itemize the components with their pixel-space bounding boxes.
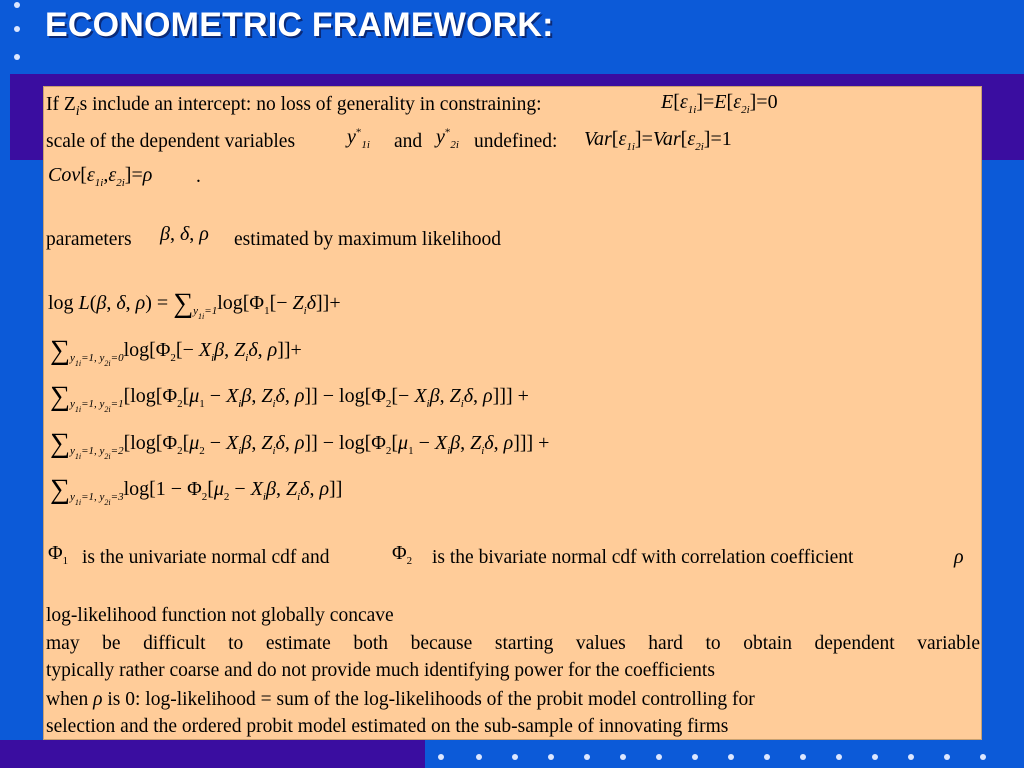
math-expression: ρ [954, 546, 964, 568]
math-expression: $E[\varepsilon_{1i}]=E[\varepsilon_{2i}]=0$ [661, 91, 778, 116]
note-line: selection and the ordered probit model estimated on the sub-sample of innovating firms [46, 716, 729, 737]
text-fragment: If Z [46, 94, 76, 115]
decor-dot [14, 2, 20, 8]
decor-dot [800, 754, 806, 760]
decor-dot [512, 754, 518, 760]
math-expression: $Var[\varepsilon_{1i}]=Var[\varepsilon_{2i}]=1$ [584, 128, 732, 153]
text-fragment: is 0: log-likelihood = sum of the log-likelihoods of the probit model controlling for [107, 689, 755, 710]
math-rho: ρ [93, 689, 103, 710]
likelihood-equation-line: $\sum_{y_{1i}=1, y_{2i}=3}\log[1 - \Phi_2[\mu_2 - X_i\beta$, $Z_i\delta$, ρ]] [50, 474, 343, 507]
math-expression: $\Phi_2$ [392, 542, 413, 567]
decor-dot [620, 754, 626, 760]
text-line: parameters [46, 229, 132, 250]
decor-dot [548, 754, 554, 760]
decor-dot [14, 26, 20, 32]
text-fragment: s include an intercept: no loss of generality in constraining: [79, 94, 542, 115]
note-line: typically rather coarse and do not provide much identifying power for the coefficients [46, 660, 715, 681]
text-fragment: when [46, 689, 89, 710]
accent-band-bottom [0, 740, 425, 768]
decor-dot [728, 754, 734, 760]
likelihood-equation-line: $\sum_{y_{1i}=1, y_{2i}=0}\log[\Phi_2[- X_i\beta$, $Z_i\delta$, ρ]]+ [50, 335, 302, 368]
decor-dot [872, 754, 878, 760]
decor-dot [764, 754, 770, 760]
decor-dot [476, 754, 482, 760]
text-line: is the bivariate normal cdf with correlation coefficient [432, 547, 854, 568]
decor-dot [584, 754, 590, 760]
decor-dot [692, 754, 698, 760]
decor-dot [836, 754, 842, 760]
math-expression: $y^*_{2i}$ [436, 126, 459, 151]
text-line: scale of the dependent variables [46, 131, 296, 152]
decor-dot [944, 754, 950, 760]
likelihood-equation-line: $\sum_{y_{1i}=1, y_{2i}=2}[\log[\Phi_2[\mu_2 - X_i\beta$, $Z_i\delta$, $\rho]] - \log[\Phi_2[\mu_1 - X_i\beta$, $Z_i\delta$, ρ]]] + [50, 428, 550, 461]
text-line [46, 95, 542, 119]
text-line: is the univariate normal cdf and [82, 547, 330, 568]
decor-dot [656, 754, 662, 760]
decor-dot [980, 754, 986, 760]
decor-dot [14, 54, 20, 60]
slide-title: ECONOMETRIC FRAMEWORK: [45, 6, 554, 44]
note-line: may be difficult to estimate both because starting values hard to obtain dependent variable [46, 633, 980, 654]
text-line: undefined: [474, 131, 558, 152]
text-line: estimated by maximum likelihood [234, 229, 502, 250]
math-expression: $y^*_{1i}$ [347, 126, 370, 151]
text-line: and [394, 131, 423, 152]
math-expression: $Cov[\varepsilon_{1i},\varepsilon_{2i}]=\rho$ [48, 164, 153, 189]
decor-dot [908, 754, 914, 760]
decor-dot [438, 754, 444, 760]
text-line: . [196, 166, 201, 187]
math-expression: β, δ, ρ [160, 223, 209, 245]
note-line [46, 690, 755, 710]
note-line: log-likelihood function not globally concave [46, 605, 394, 626]
text-fragment: i [75, 103, 80, 119]
math-expression: $\Phi_1$ [48, 542, 69, 567]
likelihood-equation-line: log L(β, δ, $\rho) = \sum_{y_{1i}=1}\log[\Phi_1[- Z_i\delta]]+$ [48, 288, 341, 321]
content-panel [43, 86, 982, 740]
likelihood-equation-line: $\sum_{y_{1i}=1, y_{2i}=1}[\log[\Phi_2[\mu_1 - X_i\beta$, $Z_i\delta$, $\rho]] - \log[\Phi_2[- X_i\beta$, $Z_i\delta$, ρ]]] + [50, 381, 529, 414]
